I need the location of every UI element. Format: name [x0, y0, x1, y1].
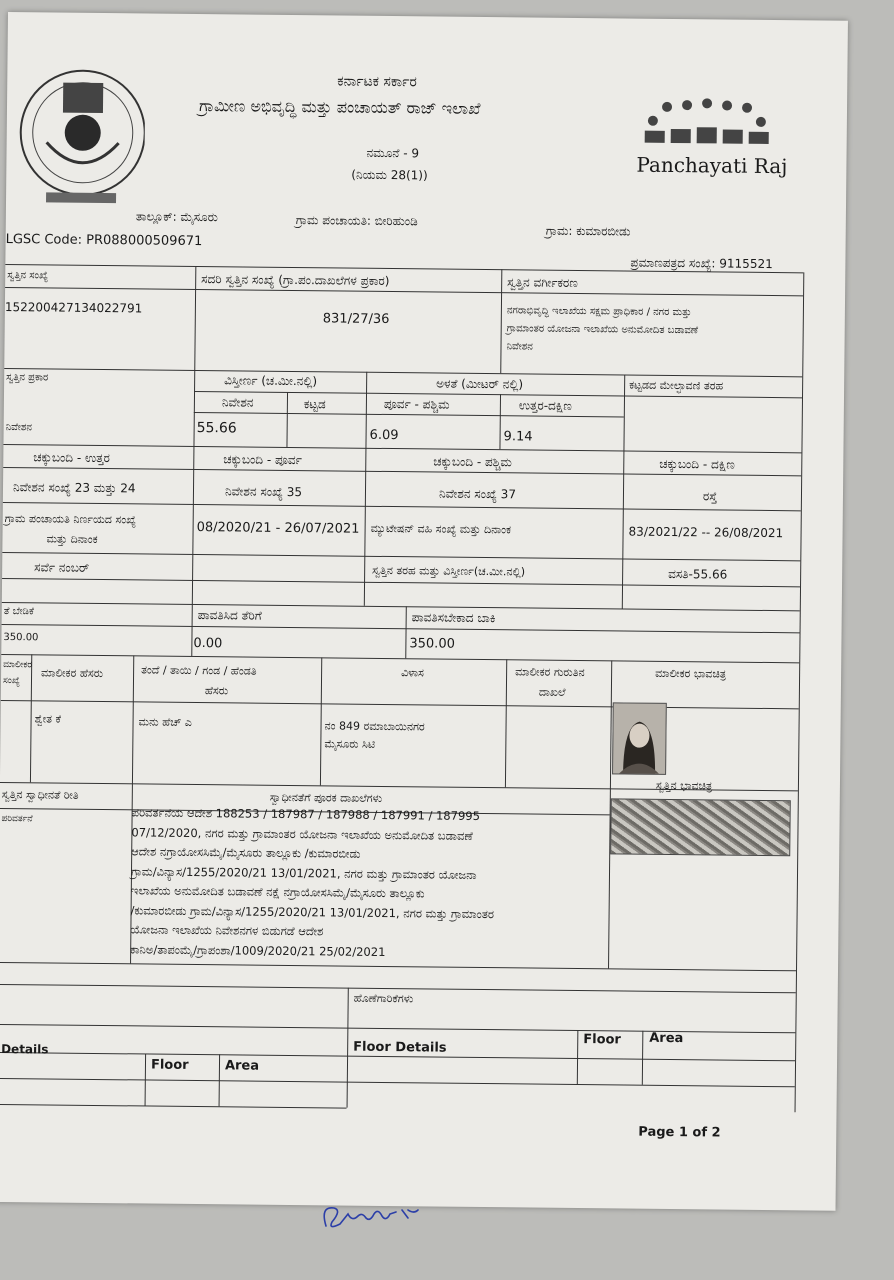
- property-class-value: [506, 302, 698, 358]
- ownership-doc-line: ಪರಿವರ್ತನೆಯ ಆದೇಶ 188253 / 187987 / 187988 / 187991 / 187995: [131, 805, 481, 823]
- gram-panchayat: ಗ್ರಾಮ ಪಂಚಾಯತಿ: ಬೀರಿಹುಂಡಿ: [295, 213, 418, 229]
- east-west-value: 6.09: [369, 427, 399, 444]
- owner-id-label-1: ಮಾಲೀಕರ ಗುರುತಿನ: [515, 665, 585, 680]
- owner-id-label-2: ದಾಖಲೆ: [538, 685, 566, 699]
- area-label: Area: [224, 1058, 260, 1074]
- ownership-doc-line: ಗ್ರಾಮ/ವಿನ್ಯಾಸ/1255/2020/21 13/01/2021, ನಗರ ಮತ್ತು ಗ್ರಾಮಾಂತರ ಯೋಜನಾ: [130, 863, 477, 882]
- property-type-extent-label: ಸ್ವತ್ತಿನ ತರಹ ಮತ್ತು ವಿಸ್ತೀರ್ಣ(ಚ.ಮೀ.ನಲ್ಲಿ): [372, 563, 526, 579]
- ownership-doc-line: ಆದೇಶ ನಗ್ರಾಯೋಸಸಿಮೈ/ಮೈಸೂರು ತಾಲ್ಲೂಕು /ಕುಮಾರಬೀಡು: [131, 844, 361, 861]
- karnataka-seal-icon: [16, 42, 146, 213]
- site-area-value: 55.66: [196, 419, 237, 437]
- property-class-line: ನಿವೇಶನ: [506, 341, 533, 353]
- ownership-mode-label: ಸ್ವತ್ತಿನ ಸ್ವಾಧೀನತೆ ರೀತಿ: [1, 787, 79, 802]
- property-class-label: ಸ್ವತ್ತಿನ ವರ್ಗೀಕರಣ: [507, 275, 578, 290]
- property-photo: [610, 798, 791, 856]
- floor-label: Floor: [150, 1057, 189, 1073]
- boundary-east-value: ನಿವೇಶನ ಸಂಖ್ಯೆ 35: [224, 484, 303, 500]
- resolution-label-1: ಗ್ರಾಮ ಪಂಚಾಯತಿ ನಿರ್ಣಯದ ಸಂಖ್ಯೆ: [4, 511, 137, 527]
- property-class-line: ಗ್ರಾಮಾಂತರ ಯೋಜನಾ ಇಲಾಖೆಯ ಅನುಮೋದಿತ ಬಡಾವಣೆ: [506, 323, 699, 337]
- certificate-number: ಪ್ರಮಾಣಪತ್ರದ ಸಂಖ್ಯೆ: 9115521: [630, 255, 773, 272]
- tax-paid-value: 0.00: [193, 635, 223, 652]
- area-label-2: Area: [649, 1030, 684, 1047]
- taluk: ತಾಲ್ಲೂಕ್: ಮೈಸೂರು: [135, 209, 218, 225]
- owner-photo: [612, 702, 667, 775]
- ownership-doc-line: ಯೋಜನಾ ಇಲಾಖೆಯ ನಿವೇಶನಗಳ ಬಿಡುಗಡೆ ಆದೇಶ: [130, 922, 324, 939]
- roof-type-label: ಕಟ್ಟಡದ ಮೇಲ್ಛಾವಣಿ ತರಹ: [629, 378, 724, 393]
- east-west-label: ಪೂರ್ವ - ಪಶ್ಚಿಮ: [383, 396, 450, 412]
- resolution-value: 08/2020/21 - 26/07/2021: [196, 520, 360, 537]
- floor-label-2: Floor: [583, 1032, 621, 1048]
- property-no-label: ಸದರಿ ಸ್ವತ್ತಿನ ಸಂಖ್ಯೆ (ಗ್ರಾ.ಪಂ.ದಾಖಲೆಗಳ ಪ್ರಕಾರ): [201, 272, 390, 289]
- tax-demand-label: ತೆ ಬೇಡಿಕೆ: [3, 605, 34, 618]
- owner-address-label: ವಿಳಾಸ: [401, 666, 424, 680]
- boundary-south-value: ರಸ್ತೆ: [702, 489, 718, 504]
- boundary-north-label: ಚಕ್ಕುಬಂದಿ - ಉತ್ತರ: [33, 450, 110, 466]
- north-south-value: 9.14: [503, 429, 533, 445]
- dept-title: ಗ್ರಾಮೀಣ ಅಭಿವೃದ್ಧಿ ಮತ್ತು ಪಂಚಾಯತ್ ರಾಜ್ ಇಲಾಖೆ: [198, 96, 481, 118]
- details-label: Details: [1, 1041, 49, 1057]
- property-type-extent-value: ವಸತಿ-55.66: [668, 566, 728, 582]
- ownership-doc-line: ಕಾನಿಅ/ತಾಪಂಮೈ/ಗ್ರಾಪಂಶಾ/1009/2020/21 25/02/2021: [130, 941, 386, 959]
- page-number: Page 1 of 2: [638, 1124, 721, 1141]
- owner-photo-label: ಮಾಲೀಕರ ಭಾವಚಿತ್ರ: [655, 666, 727, 681]
- dimension-label: ಅಳತೆ (ಮೀಟರ್ ನಲ್ಲಿ): [436, 376, 524, 392]
- boundary-west-value: ನಿವೇಶನ ಸಂಖ್ಯೆ 37: [438, 486, 517, 502]
- ownership-doc-line: 07/12/2020, ನಗರ ಮತ್ತು ಗ್ರಾಮಾಂತರ ಯೋಜನಾ ಇಲಾಖೆಯ ಅನುಮೋದಿತ ಬಡಾವಣೆ: [131, 824, 473, 843]
- boundary-north-value: ನಿವೇಶನ ಸಂಖ್ಯೆ 23 ಮತ್ತು 24: [12, 480, 136, 496]
- property-no-value: 831/27/36: [322, 311, 390, 328]
- owner-relation-value: ಮನು ಹೆಚ್ ಎ: [138, 715, 192, 729]
- boundary-east-label: ಚಕ್ಕುಬಂದಿ - ಪೂರ್ವ: [223, 452, 302, 468]
- owner-relation-label-2: ಹೆಸರು: [204, 684, 229, 698]
- gov-title: ಕರ್ನಾಟಕ ಸರ್ಕಾರ: [337, 73, 417, 91]
- property-type-value: ನಿವೇಶನ: [5, 421, 33, 434]
- floor-details-label: Floor Details: [353, 1039, 447, 1056]
- boundary-west-label: ಚಕ್ಕುಬಂದಿ - ಪಶ್ಚಿಮ: [433, 454, 512, 470]
- certificate-page: [0, 12, 848, 1211]
- tax-demand-value: 350.00: [3, 631, 39, 644]
- property-id-value: 152200427134022791: [4, 299, 143, 316]
- liabilities-label: ಹೊಣೆಗಾರಿಕೆಗಳು: [353, 991, 414, 1006]
- property-id-label: ಸ್ವತ್ತಿನ ಸಂಖ್ಯೆ: [7, 270, 49, 282]
- boundary-south-label: ಚಕ್ಕುಬಂದಿ - ದಕ್ಷಿಣ: [659, 456, 735, 472]
- owner-slno-label-1: ಮಾಲೀಕರ: [3, 659, 33, 671]
- owner-name-label: ಮಾಲೀಕರ ಹೆಸರು: [41, 666, 104, 681]
- property-photo-label: ಸ್ವತ್ತಿನ ಭಾವಚಿತ್ರ: [655, 778, 713, 793]
- signature: [318, 1196, 438, 1236]
- resolution-label-2: ಮತ್ತು ದಿನಾಂಕ: [46, 532, 98, 546]
- mutation-value: 83/2021/22 -- 26/08/2021: [628, 524, 784, 541]
- form-number: ನಮೂನೆ - 9: [366, 145, 420, 161]
- owner-slno-label-2: ಸಂಖ್ಯೆ: [2, 675, 20, 687]
- rule-number: (ನಿಯಮ 28(1)): [351, 167, 428, 183]
- owner-address-value-1: ನಂ 849 ರಮಾಬಾಯಿನಗರ: [324, 719, 425, 734]
- panchayati-raj-text: Panchayati Raj: [636, 152, 788, 179]
- north-south-label: ಉತ್ತರ-ದಕ್ಷಿಣ: [518, 398, 572, 413]
- owner-relation-label-1: ತಂದೆ / ತಾಯಿ / ಗಂಡ / ಹೆಂಡತಿ: [141, 663, 257, 678]
- ownership-docs-label: ಸ್ವಾಧೀನತೆಗೆ ಪೂರಕ ದಾಖಲೆಗಳು: [269, 790, 383, 805]
- ownership-doc-line: ಇಲಾಖೆಯ ಅನುಮೋದಿತ ಬಡಾವಣೆ ನಕ್ಷೆ ನಗ್ರಾಯೋಸಸಿಮೈ/ಮೈಸೂರು ತಾಲ್ಲೂಕು: [130, 883, 425, 901]
- building-label: ಕಟ್ಟಡ: [303, 397, 326, 412]
- panchayati-raj-logo-icon: [636, 97, 777, 198]
- mutation-label: ಮ್ಯುಟೇಷನ್ ವಹಿ ಸಂಖ್ಯೆ ಮತ್ತು ದಿನಾಂಕ: [370, 521, 512, 537]
- owner-address-value-2: ಮೈಸೂರು ಸಿಟಿ: [324, 737, 376, 751]
- ownership-doc-line: /ಕುಮಾರಬೀಡು ಗ್ರಾಮ/ವಿನ್ಯಾಸ/1255/2020/21 13/01/2021, ನಗರ ಮತ್ತು ಗ್ರಾಮಾಂತರ: [130, 902, 495, 921]
- lgsc-code: LGSC Code: PR088000509671: [5, 231, 203, 250]
- property-type-label: ಸ್ವತ್ತಿನ ಪ್ರಕಾರ: [6, 372, 49, 384]
- ownership-mode-value: ಪರಿವರ್ತನೆ: [1, 813, 33, 825]
- site-label: ನಿವೇಶನ: [221, 395, 254, 410]
- tax-balance-value: 350.00: [409, 636, 455, 652]
- extent-label: ವಿಸ್ತೀರ್ಣ (ಚ.ಮೀ.ನಲ್ಲಿ): [224, 373, 318, 389]
- owner-name-value: ಶ್ವೇತ ಕೆ: [34, 712, 61, 726]
- village: ಗ್ರಾಮ: ಕುಮಾರಬೀಡು: [545, 223, 631, 239]
- property-class-line: ನಗರಾಭಿವೃದ್ಧಿ ಇಲಾಖೆಯ ಸಕ್ಷಮ ಪ್ರಾಧಿಕಾರ / ನಗರ ಮತ್ತು: [506, 305, 692, 319]
- tax-paid-label: ಪಾವತಿಸಿದ ತೆರಿಗೆ: [197, 608, 262, 623]
- survey-number-label: ಸರ್ವೆ ನಂಬರ್: [34, 560, 90, 575]
- tax-balance-label: ಪಾವತಿಸಬೇಕಾದ ಬಾಕಿ: [411, 610, 496, 626]
- ownership-docs-value: [130, 803, 495, 963]
